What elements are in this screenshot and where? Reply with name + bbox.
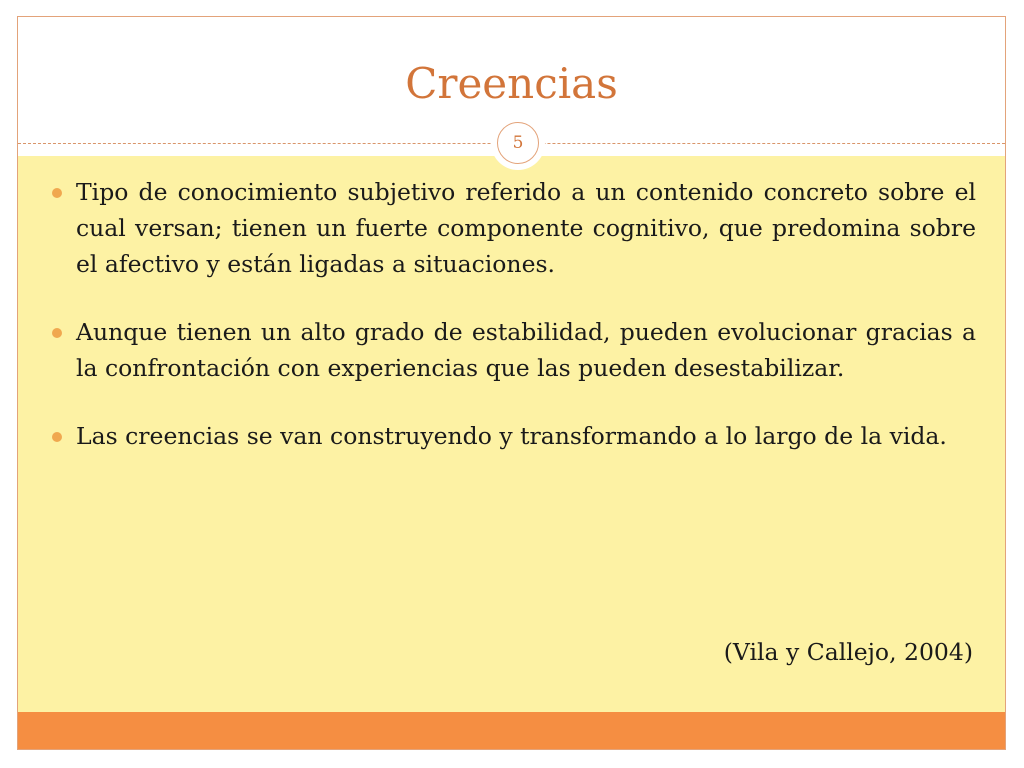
page-number-badge [495,120,541,166]
bullet-dot-icon [52,432,62,442]
slide [17,16,1006,750]
bullet-item [52,314,976,386]
citation: (Vila y Callejo, 2004) [723,638,973,666]
bullet-text: Aunque tienen un alto grado de estabilidad, pueden evolucionar gracias a la confrontación con experiencias que las pueden desestabilizar. [76,318,976,382]
page-number: 5 [512,133,524,153]
bullet-text: Las creencias se van construyendo y transformando a lo largo de la vida. [76,422,947,450]
bullet-item [52,418,976,454]
slide-title: Creencias [405,59,618,108]
bullet-list [52,174,976,486]
footer-bar [18,712,1005,749]
bullet-dot-icon [52,188,62,198]
bullet-text: Tipo de conocimiento subjetivo referido a un contenido concreto sobre el cual versan; tienen un fuerte componente cognitivo, que predomina sobre el afectivo y están ligadas a situaciones. [76,178,976,278]
bullet-item [52,174,976,282]
bullet-dot-icon [52,328,62,338]
